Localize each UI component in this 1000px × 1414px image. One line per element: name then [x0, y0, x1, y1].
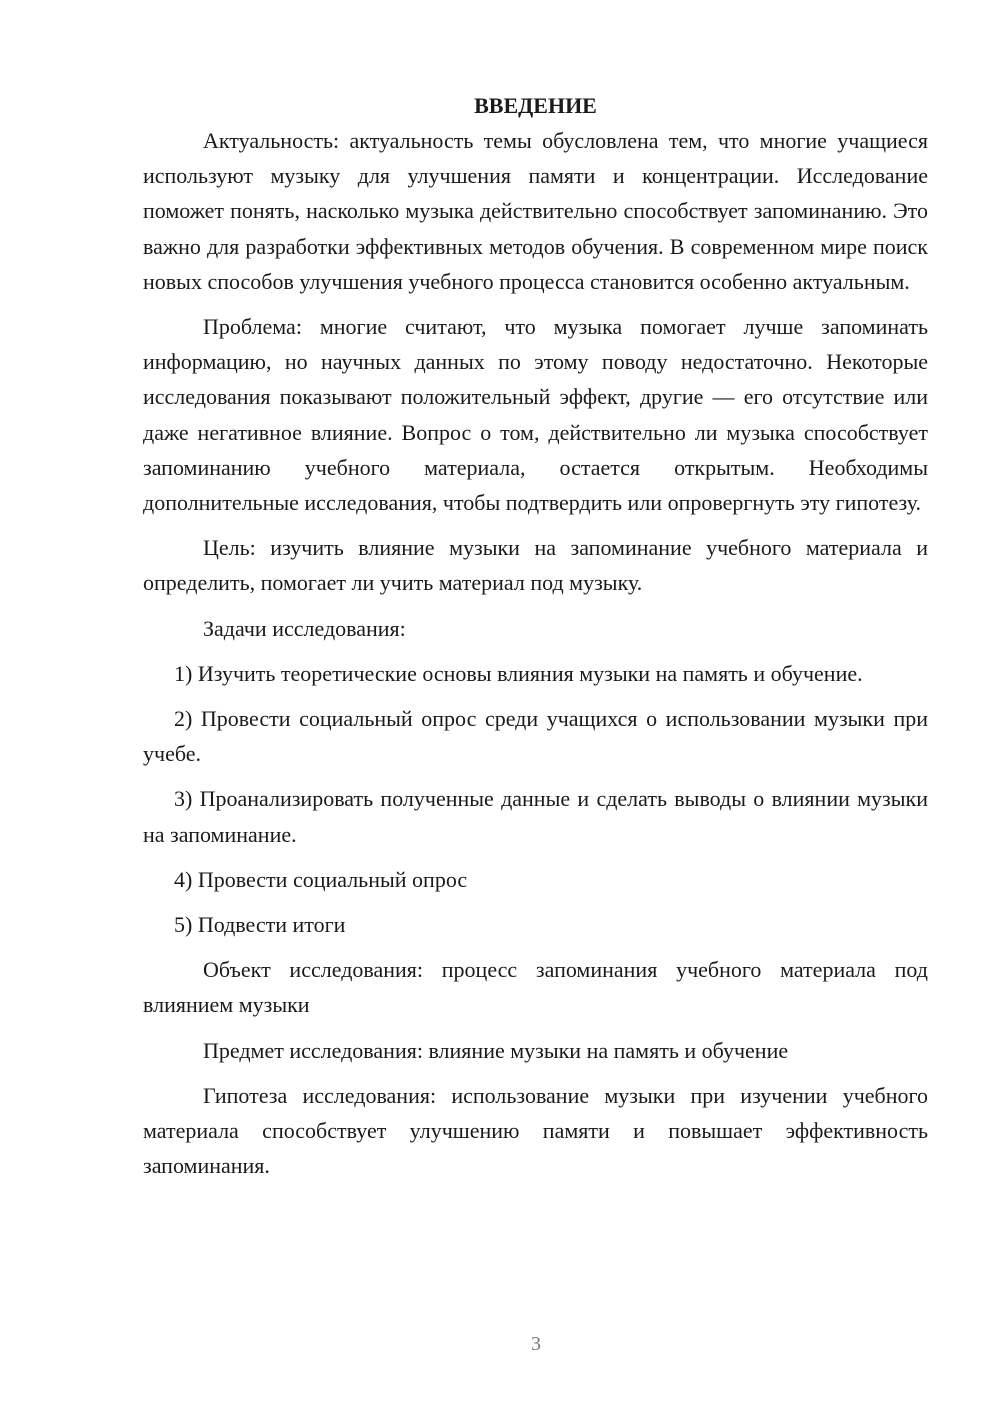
document-page	[143, 88, 928, 1193]
paragraph-hypothesis: Гипотеза исследования: использование музыки при изучении учебного материала способствует улучшению памяти и повышает эффективность запоминания.	[143, 1082, 928, 1179]
paragraph-subject: Предмет исследования: влияние музыки на память и обучение	[203, 1037, 789, 1063]
paragraph-problem: Проблема: многие считают, что музыка помогает лучше запоминать информацию, но научных данных по этому поводу недостаточно. Некоторые исследования показывают положительный эффект, другие — его отсутствие или даже негативное влияние. Вопрос о том, действительно ли музыка способствует запоминанию учебного материала, остается открытым. Необходимы дополнительные исследования, чтобы подтвердить или опровергнуть эту гипотезу.	[143, 314, 928, 516]
task-item: 1) Изучить теоретические основы влияния музыки на память и обучение.	[174, 660, 863, 686]
paragraph-relevance: Актуальность: актуальность темы обусловлена тем, что многие учащиеся используют музыку для улучшения памяти и концентрации. Исследование поможет понять, насколько музыка действительно способствует запоминанию. Это важно для разработки эффективных методов обучения. В современном мире поиск новых способов улучшения учебного процесса становится особенно актуальным.	[143, 128, 928, 294]
section-heading: ВВЕДЕНИЕ	[474, 93, 597, 118]
paragraph-object: Объект исследования: процесс запоминания учебного материала под влиянием музыки	[143, 957, 928, 1018]
paragraph-goal: Цель: изучить влияние музыки на запоминание учебного материала и определить, помогает ли учить материал под музыку.	[143, 535, 928, 596]
tasks-heading: Задачи исследования:	[203, 615, 406, 641]
task-item: 2) Провести социальный опрос среди учащихся о использовании музыки при учебе.	[143, 706, 928, 767]
page-number: 3	[531, 1333, 541, 1355]
task-item: 5) Подвести итоги	[174, 912, 346, 938]
task-item: 3) Проанализировать полученные данные и сделать выводы о влиянии музыки на запоминание.	[143, 786, 928, 847]
task-item: 4) Провести социальный опрос	[174, 866, 468, 892]
